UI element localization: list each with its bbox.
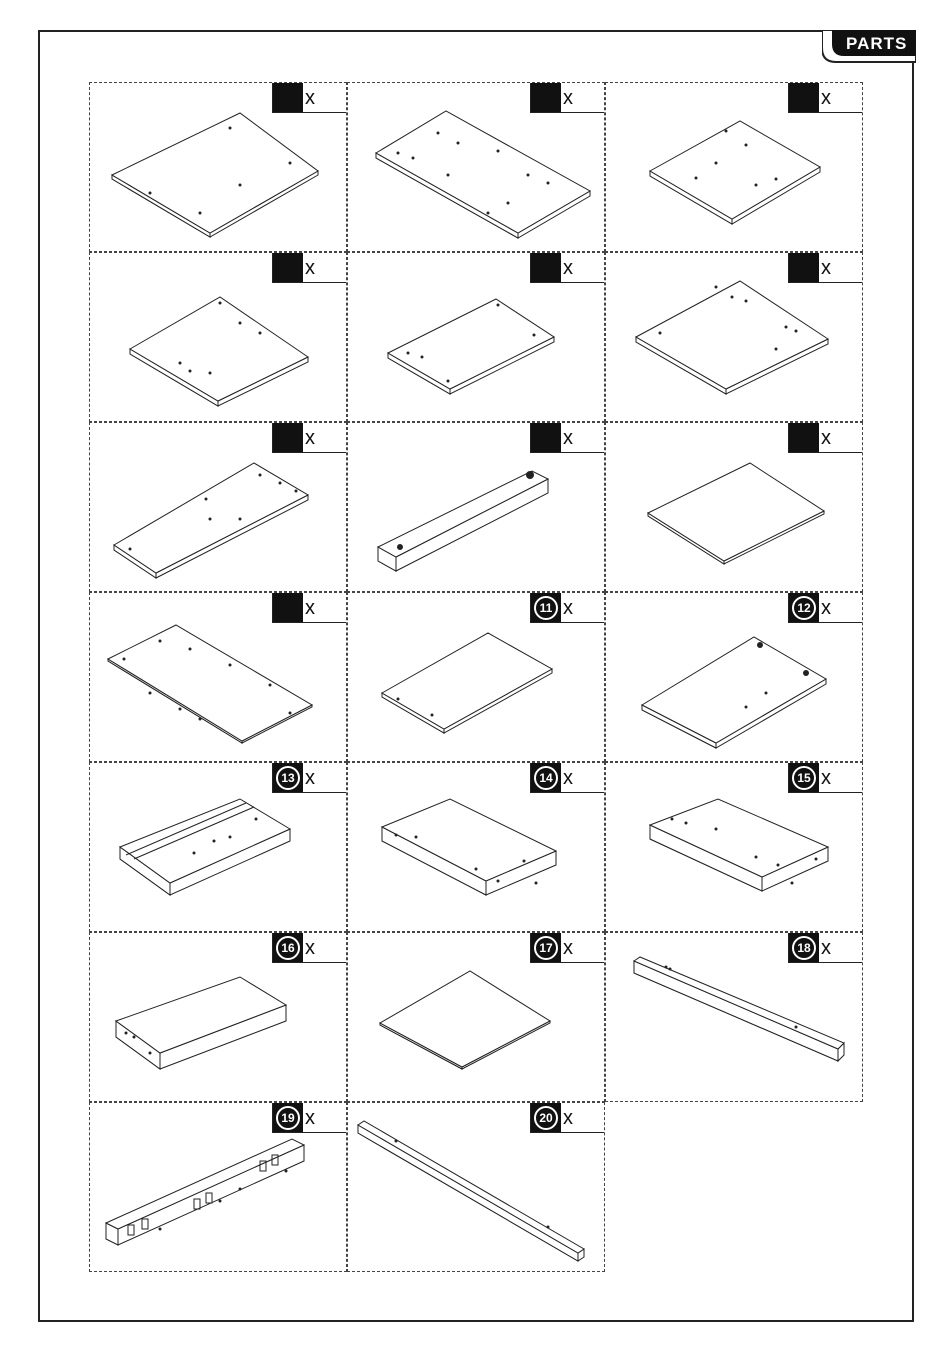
hole-mark (715, 286, 718, 289)
hole-mark (279, 482, 282, 485)
hole-mark (795, 330, 798, 333)
quantity-box (530, 933, 604, 963)
hole-mark (133, 1036, 136, 1039)
part-cell (89, 762, 347, 932)
hole-mark (269, 684, 272, 687)
part-number-badge (789, 83, 819, 112)
quantity-label: x (821, 87, 831, 109)
part-cell (89, 422, 347, 592)
quantity-label: x (305, 257, 315, 279)
hole-mark (669, 968, 672, 971)
hole-mark (415, 836, 418, 839)
quantity-label: x (305, 597, 315, 619)
part-number: 12 (792, 596, 816, 620)
hole-mark (547, 182, 550, 185)
hole-mark (685, 822, 688, 825)
quantity-label: x (821, 597, 831, 619)
hole-mark (755, 184, 758, 187)
hole-mark (407, 352, 410, 355)
quantity-box (272, 763, 346, 793)
quantity-box (788, 83, 862, 113)
hole-mark (475, 868, 478, 871)
hole-mark (497, 150, 500, 153)
hole-mark (745, 144, 748, 147)
hole-mark (757, 642, 763, 648)
hole-mark (229, 836, 232, 839)
hole-mark (289, 712, 292, 715)
part-number-badge (531, 933, 561, 962)
quantity-label: x (305, 427, 315, 449)
part-cell (89, 1102, 347, 1272)
hole-mark (189, 370, 192, 373)
part-number-badge (531, 763, 561, 792)
hole-mark (745, 706, 748, 709)
part-cell (347, 932, 605, 1102)
part-cell (89, 82, 347, 252)
hole-mark (745, 300, 748, 303)
hole-mark (777, 864, 780, 867)
part-number-badge (531, 1103, 561, 1132)
quantity-label: x (305, 1107, 315, 1129)
hole-mark (397, 152, 400, 155)
part-number-badge (273, 253, 303, 282)
hole-mark (239, 518, 242, 521)
quantity-box (530, 83, 604, 113)
quantity-box (788, 253, 862, 283)
quantity-box (788, 933, 862, 963)
part-number: 20 (534, 1106, 558, 1130)
hole-mark (395, 1140, 398, 1143)
part-cell (89, 932, 347, 1102)
part-number-badge (273, 933, 303, 962)
part-number: 11 (534, 596, 558, 620)
quantity-box (788, 763, 862, 793)
hole-mark (715, 828, 718, 831)
hole-mark (285, 1170, 288, 1173)
part-cell (605, 422, 863, 592)
part-cell (347, 762, 605, 932)
hole-mark (535, 882, 538, 885)
quantity-label: x (821, 257, 831, 279)
hole-mark (199, 212, 202, 215)
hole-mark (715, 162, 718, 165)
hole-mark (755, 856, 758, 859)
quantity-label: x (821, 427, 831, 449)
quantity-label: x (305, 87, 315, 109)
hole-mark (785, 326, 788, 329)
hole-mark (487, 212, 490, 215)
hole-mark (289, 162, 292, 165)
hole-mark (803, 670, 809, 676)
quantity-label: x (563, 937, 573, 959)
part-number-badge (789, 763, 819, 792)
part-cell (89, 592, 347, 762)
part-number-badge (531, 593, 561, 622)
quantity-box (788, 423, 862, 453)
hole-mark (193, 852, 196, 855)
hole-mark (795, 1026, 798, 1029)
part-cell (605, 592, 863, 762)
quantity-box (530, 253, 604, 283)
hole-mark (159, 640, 162, 643)
quantity-label: x (821, 937, 831, 959)
quantity-label: x (563, 1107, 573, 1129)
hole-mark (209, 372, 212, 375)
part-cell (605, 252, 863, 422)
hole-mark (395, 834, 398, 837)
quantity-label: x (563, 87, 573, 109)
hole-mark (507, 202, 510, 205)
part-number: 17 (534, 936, 558, 960)
part-number: 13 (276, 766, 300, 790)
hole-mark (527, 174, 530, 177)
part-number: 15 (792, 766, 816, 790)
hole-mark (457, 142, 460, 145)
quantity-label: x (305, 767, 315, 789)
hole-mark (239, 184, 242, 187)
hole-mark (533, 334, 536, 337)
part-number: 18 (792, 936, 816, 960)
quantity-box (530, 1103, 604, 1133)
quantity-box (530, 763, 604, 793)
hole-mark (665, 966, 668, 969)
part-cell (89, 252, 347, 422)
hole-mark (659, 332, 662, 335)
part-number: 19 (276, 1106, 300, 1130)
hole-mark (239, 322, 242, 325)
part-cell (347, 1102, 605, 1272)
hole-mark (497, 304, 500, 307)
hole-mark (125, 1032, 128, 1035)
hole-mark (526, 471, 534, 479)
hole-mark (199, 718, 202, 721)
quantity-box (272, 253, 346, 283)
hole-mark (412, 157, 415, 160)
part-number-badge (531, 83, 561, 112)
hole-mark (523, 860, 526, 863)
part-number-badge (273, 83, 303, 112)
hole-mark (213, 840, 216, 843)
hole-mark (229, 664, 232, 667)
hole-mark (149, 192, 152, 195)
quantity-label: x (563, 427, 573, 449)
part-cell (347, 252, 605, 422)
quantity-box (272, 1103, 346, 1133)
part-cell (605, 762, 863, 932)
quantity-box (788, 593, 862, 623)
hole-mark (295, 490, 298, 493)
hole-mark (447, 380, 450, 383)
hole-mark (725, 130, 728, 133)
hole-mark (775, 348, 778, 351)
hole-mark (229, 127, 232, 130)
hole-mark (671, 818, 674, 821)
hole-mark (179, 708, 182, 711)
hole-mark (159, 1228, 162, 1231)
part-number-badge (789, 423, 819, 452)
hole-mark (205, 498, 208, 501)
part-number-badge (531, 253, 561, 282)
hole-mark (431, 714, 434, 717)
hole-mark (129, 548, 132, 551)
hole-mark (695, 177, 698, 180)
part-number: 16 (276, 936, 300, 960)
hole-mark (189, 648, 192, 651)
hole-mark (123, 658, 126, 661)
hole-mark (547, 1226, 550, 1229)
hole-mark (421, 356, 424, 359)
hole-mark (149, 1052, 152, 1055)
quantity-label: x (563, 767, 573, 789)
hole-mark (815, 858, 818, 861)
quantity-box (272, 933, 346, 963)
quantity-box (530, 423, 604, 453)
part-cell (347, 592, 605, 762)
part-cell (605, 82, 863, 252)
hole-mark (791, 882, 794, 885)
hole-mark (219, 1200, 222, 1203)
hole-mark (149, 692, 152, 695)
quantity-box (530, 593, 604, 623)
part-number-badge (273, 763, 303, 792)
hole-mark (397, 698, 400, 701)
part-cell (347, 82, 605, 252)
part-cell (347, 422, 605, 592)
hole-mark (437, 132, 440, 135)
quantity-box (272, 423, 346, 453)
hole-mark (209, 518, 212, 521)
parts-section-label: PARTS (846, 34, 908, 53)
part-number-badge (789, 593, 819, 622)
quantity-box (272, 593, 346, 623)
hole-mark (765, 692, 768, 695)
part-number-badge (273, 593, 303, 622)
hole-mark (397, 544, 403, 550)
quantity-box (272, 83, 346, 113)
hole-mark (219, 302, 222, 305)
quantity-label: x (563, 597, 573, 619)
quantity-label: x (821, 767, 831, 789)
hole-mark (255, 818, 258, 821)
hole-mark (447, 174, 450, 177)
hole-mark (239, 1188, 242, 1191)
part-number-badge (273, 423, 303, 452)
part-cell (605, 932, 863, 1102)
hole-mark (259, 332, 262, 335)
part-number: 14 (534, 766, 558, 790)
part-number-badge (789, 253, 819, 282)
part-number-badge (273, 1103, 303, 1132)
hole-mark (775, 178, 778, 181)
quantity-label: x (305, 937, 315, 959)
hole-mark (179, 362, 182, 365)
quantity-label: x (563, 257, 573, 279)
part-number-badge (789, 933, 819, 962)
hole-mark (259, 474, 262, 477)
hole-mark (731, 296, 734, 299)
hole-mark (497, 880, 500, 883)
part-number-badge (531, 423, 561, 452)
